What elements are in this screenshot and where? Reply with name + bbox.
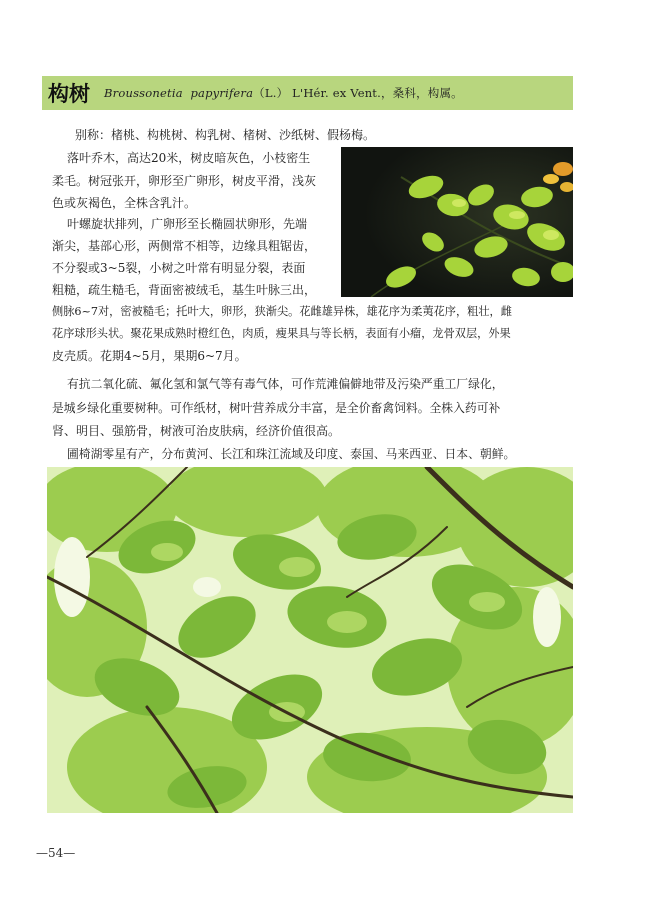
paragraph-line: 是城乡绿化重要树种。可作纸材，树叶营养成分丰富，是全价畜禽饲料。全株入药可补 bbox=[52, 401, 501, 415]
species-header bbox=[42, 76, 573, 110]
latin-genus: Broussonetia bbox=[104, 86, 183, 100]
paragraph-line: 渐尖，基部心形，两侧常不相等，边缘具粗锯齿， bbox=[52, 239, 317, 253]
paragraph-line: 色或灰褐色，全株含乳汁。 bbox=[52, 196, 197, 210]
species-title: 构树 bbox=[48, 82, 90, 106]
page-number: —54— bbox=[36, 846, 76, 860]
leaves-dark-image bbox=[341, 147, 573, 297]
paragraph-line: 侧脉6~7对，密被糙毛；托叶大，卵形，狭渐尖。花雌雄异株，雄花序为柔荑花序，粗壮，雌 bbox=[52, 305, 512, 318]
paragraph-line: 花序球形头状。聚花果成熟时橙红色，肉质，瘦果具与等长柄，表面有小瘤，龙骨双层，外果 bbox=[52, 327, 511, 340]
paragraph-line: 皮壳质。花期4~5月，果期6~7月。 bbox=[52, 349, 247, 363]
paragraph-line: 柔毛。树冠张开，卵形至广卵形，树皮平滑，浅灰 bbox=[52, 174, 317, 188]
paragraph-line: 圃椅湖零星有产，分布黄河、长江和珠江流域及印度、泰国、马来西亚、日本、朝鲜。 bbox=[67, 447, 516, 461]
tree-leaves-photo bbox=[341, 147, 573, 297]
latin-species: papyrifera bbox=[190, 86, 254, 100]
aliases-line: 别称：楮桃、构桃树、构乳树、楮树、沙纸树、假杨梅。 bbox=[75, 128, 376, 142]
species-scientific-name bbox=[104, 85, 463, 101]
paragraph-line: 肾、明目、强筋骨，树液可治皮肤病，经济价值很高。 bbox=[52, 424, 341, 438]
paragraph-line: 有抗二氧化硫、氟化氢和氯气等有毒气体，可作荒滩偏僻地带及污染严重工厂绿化， bbox=[67, 377, 504, 391]
name-authority: （L.） L'Hér. ex Vent. bbox=[253, 86, 381, 100]
paragraph-line: 叶螺旋状排列，广卵形至长椭圆状卵形，先端 bbox=[67, 217, 308, 231]
paragraph-line: 粗糙，疏生糙毛，背面密被绒毛，基生叶脉三出， bbox=[52, 283, 317, 297]
tree-canopy-photo bbox=[47, 467, 573, 813]
family-genus: ，桑科，构属。 bbox=[380, 86, 463, 100]
paragraph-line: 不分裂或3~5裂，小树之叶常有明显分裂，表面 bbox=[52, 261, 306, 275]
paragraph-line: 落叶乔木，高达20米，树皮暗灰色，小枝密生 bbox=[67, 151, 311, 165]
canopy-image bbox=[47, 467, 573, 813]
